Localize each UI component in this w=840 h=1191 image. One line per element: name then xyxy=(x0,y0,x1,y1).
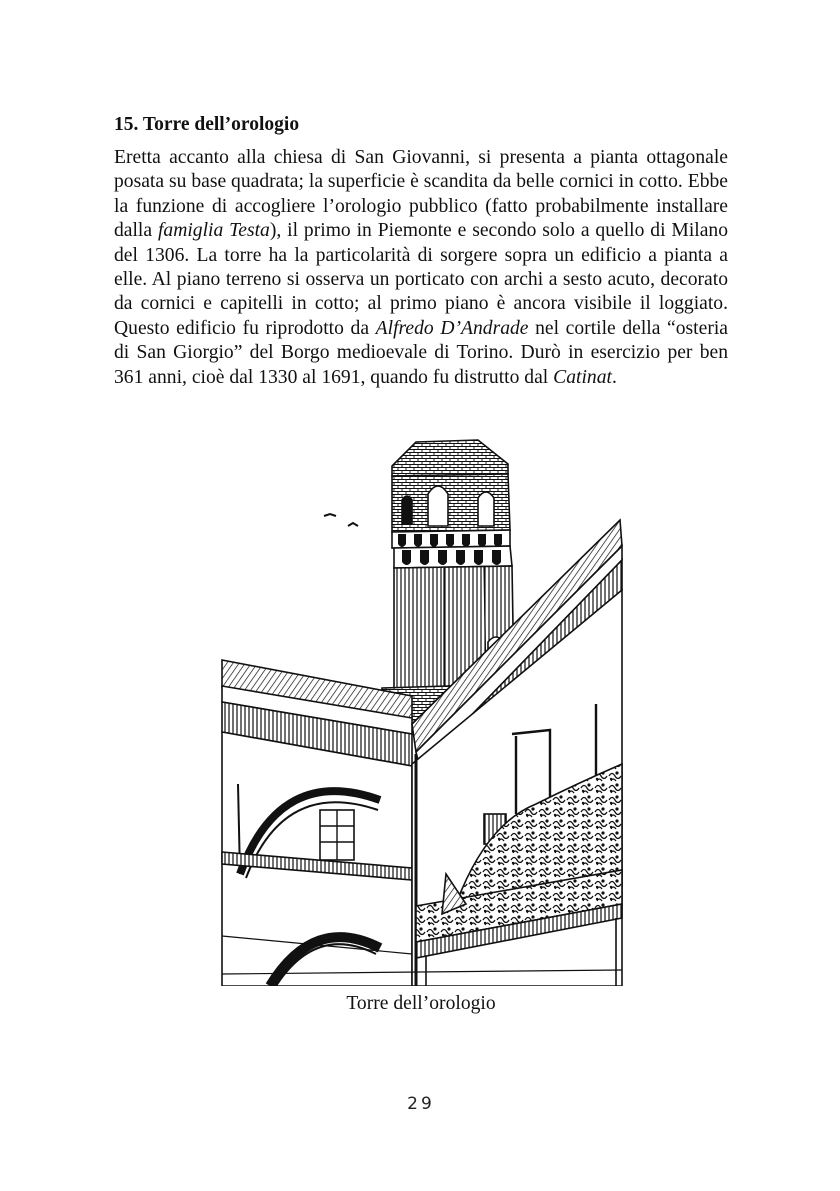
text-run-italic: famiglia Testa xyxy=(157,220,270,242)
text-run: ), il primo in Piemonte e secondo solo a quello di Milano del 1306. La torre ha la particolarità di sorgere sopra un edificio a pianta a elle. Al piano terreno si osserva un porticato con archi a sesto acuto, decorato da cornici e capitelli in cotto; al primo piano è ancora visibile il loggiato. Questo edificio fu riprodotto da xyxy=(114,220,729,339)
body-paragraph xyxy=(114,146,728,390)
text-run-italic: Alfredo D’Andrade xyxy=(375,317,529,339)
figure-caption: Torre dell’orologio xyxy=(346,993,496,1014)
text-run-italic: Catinat xyxy=(553,366,612,388)
text-run: Eretta accanto alla chiesa di San Giovanni, si presenta a pianta ottagonale posata su base quadrata; la superficie è scandita da belle cornici in cotto. Ebbe la funzione di accogliere l’orologio pubblico (fatto probabilmente installare dalla xyxy=(114,147,728,242)
text-run: nel cortile della “osteria di San Giorgio” del Borgo medioevale di Torino. Durò in esercizio per ben 361 anni, cioè dal 1330 al 1691, quando fu distrutto dal xyxy=(114,317,728,388)
left-wall xyxy=(222,732,412,986)
tower-illustration xyxy=(216,434,626,986)
page-number: 29 xyxy=(407,1094,435,1114)
birds xyxy=(324,514,358,526)
text-run: . xyxy=(611,366,617,388)
ink-drawing xyxy=(216,434,626,986)
section-heading: 15. Torre dell’orologio xyxy=(114,114,300,135)
